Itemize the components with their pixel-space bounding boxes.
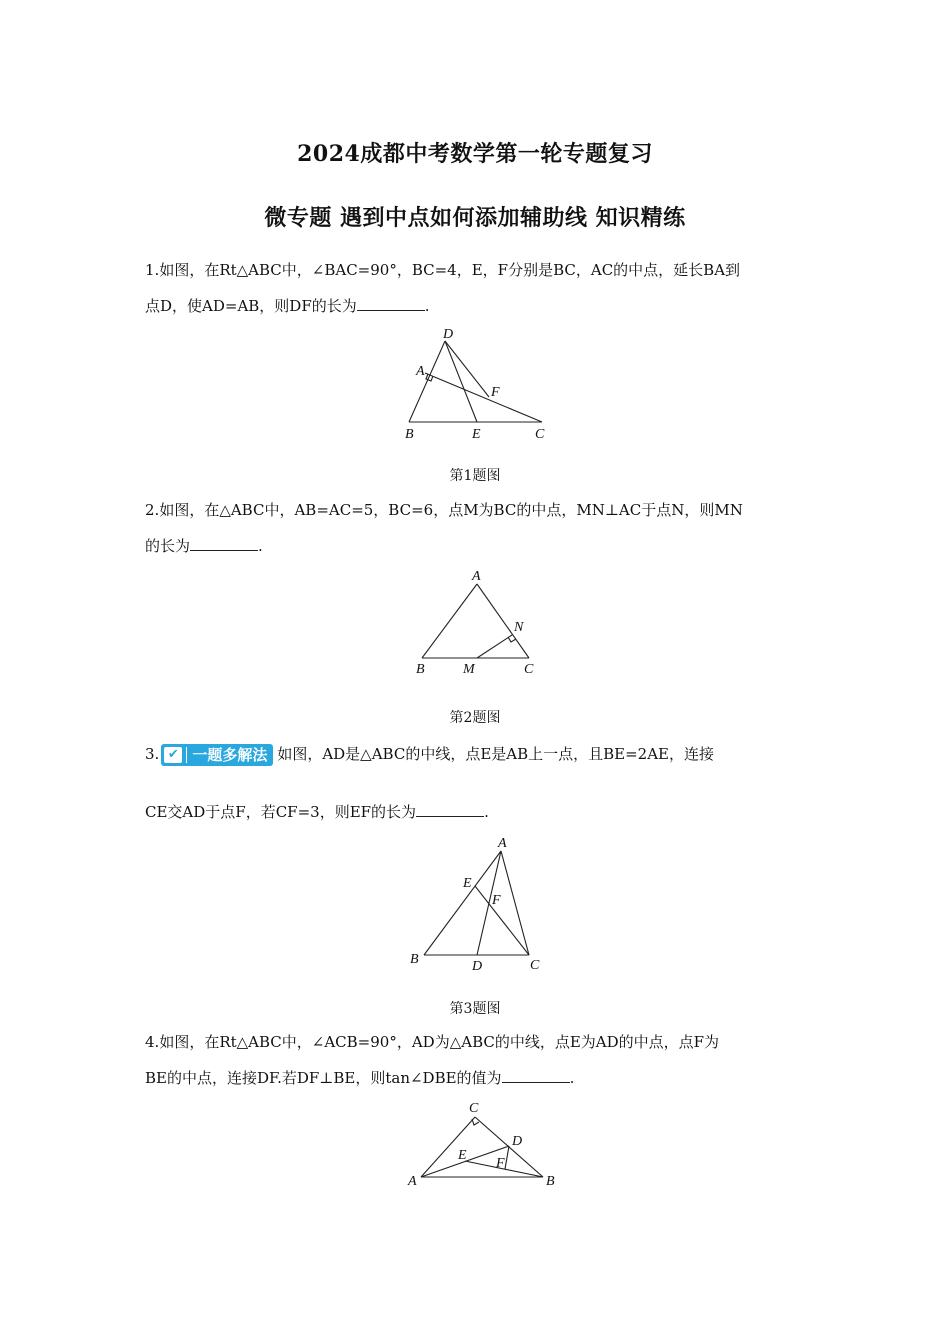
point-label: F [491,385,500,400]
question-text: 如图，在Rt△ABC中，∠ACB=90°，AD为△ABC的中线，点E为AD的中点，点F为 [159,1033,720,1051]
point-label: B [410,952,419,967]
point-label: M [463,662,475,677]
point-label: A [472,569,481,584]
punctuation: . [484,803,489,821]
point-label: E [472,427,481,442]
question-3-line-1 [145,736,809,772]
point-label: E [463,876,472,891]
question-2-line-1 [145,492,809,528]
question-2-line-2 [145,528,809,564]
badge-label: 一题多解法 [192,746,268,764]
answer-blank[interactable] [502,1068,570,1083]
question-number: 3. [145,745,160,763]
question-text: 如图，AD是△ABC的中线，点E是AB上一点，且BE=2AE，连接 [277,745,715,763]
figure-4 [395,1095,570,1195]
question-number: 1. [145,261,160,279]
question-3 [145,736,809,830]
point-label: A [408,1174,417,1189]
figure-2 [400,560,560,690]
point-label: A [498,836,507,851]
question-2 [145,492,809,564]
question-text: BE的中点，连接DF.若DF⊥BE，则tan∠DBE的值为 [145,1069,502,1087]
question-1-line-1 [145,252,809,288]
figure-2-caption: 第2题图 [449,710,501,726]
punctuation: . [569,1069,575,1087]
question-text: 如图，在Rt△ABC中，∠BAC=90°，BC=4，E，F分别是BC，AC的中点，延长BA到 [159,261,741,279]
point-label: C [469,1101,479,1116]
question-text: 的长为 [145,537,191,555]
point-label: E [458,1148,467,1163]
question-1-line-2 [145,288,809,324]
punctuation: . [424,297,430,315]
figure-3 [395,830,555,980]
point-label: D [512,1134,523,1149]
question-3-line-2 [145,794,809,830]
multi-solution-badge [161,744,273,766]
point-label: C [530,958,540,973]
point-label: F [492,893,501,908]
answer-blank[interactable] [357,296,425,311]
point-label: N [514,620,524,635]
page-title: 2024成都中考数学第一轮专题复习 [297,141,653,167]
answer-blank[interactable] [190,536,258,551]
question-4-line-1 [145,1024,809,1060]
question-4-line-2 [145,1060,809,1096]
point-label: B [546,1174,555,1189]
question-4 [145,1024,809,1096]
question-number: 4. [145,1033,160,1051]
question-1 [145,252,809,324]
punctuation: . [258,537,263,555]
page-subtitle: 微专题 遇到中点如何添加辅助线 知识精练 [264,205,686,231]
check-icon: ✔ [164,747,182,763]
point-label: C [535,427,545,442]
badge-divider [186,747,187,763]
point-label: D [472,959,483,974]
point-label: A [416,364,425,379]
point-label: D [443,327,454,342]
answer-blank[interactable] [416,802,484,817]
point-label: F [496,1156,505,1171]
point-label: B [405,427,414,442]
figure-1 [395,320,565,450]
point-label: C [524,662,534,677]
question-text: 点D，使AD=AB，则DF的长为 [145,297,357,315]
point-label: B [416,662,425,677]
question-text: 如图，在△ABC中，AB=AC=5，BC=6，点M为BC的中点，MN⊥AC于点N，则MN [159,501,743,519]
figure-3-caption: 第3题图 [449,1001,501,1017]
question-number: 2. [145,501,160,519]
question-text: CE交AD于点F，若CF=3，则EF的长为 [145,803,417,821]
figure-1-caption: 第1题图 [449,468,501,484]
